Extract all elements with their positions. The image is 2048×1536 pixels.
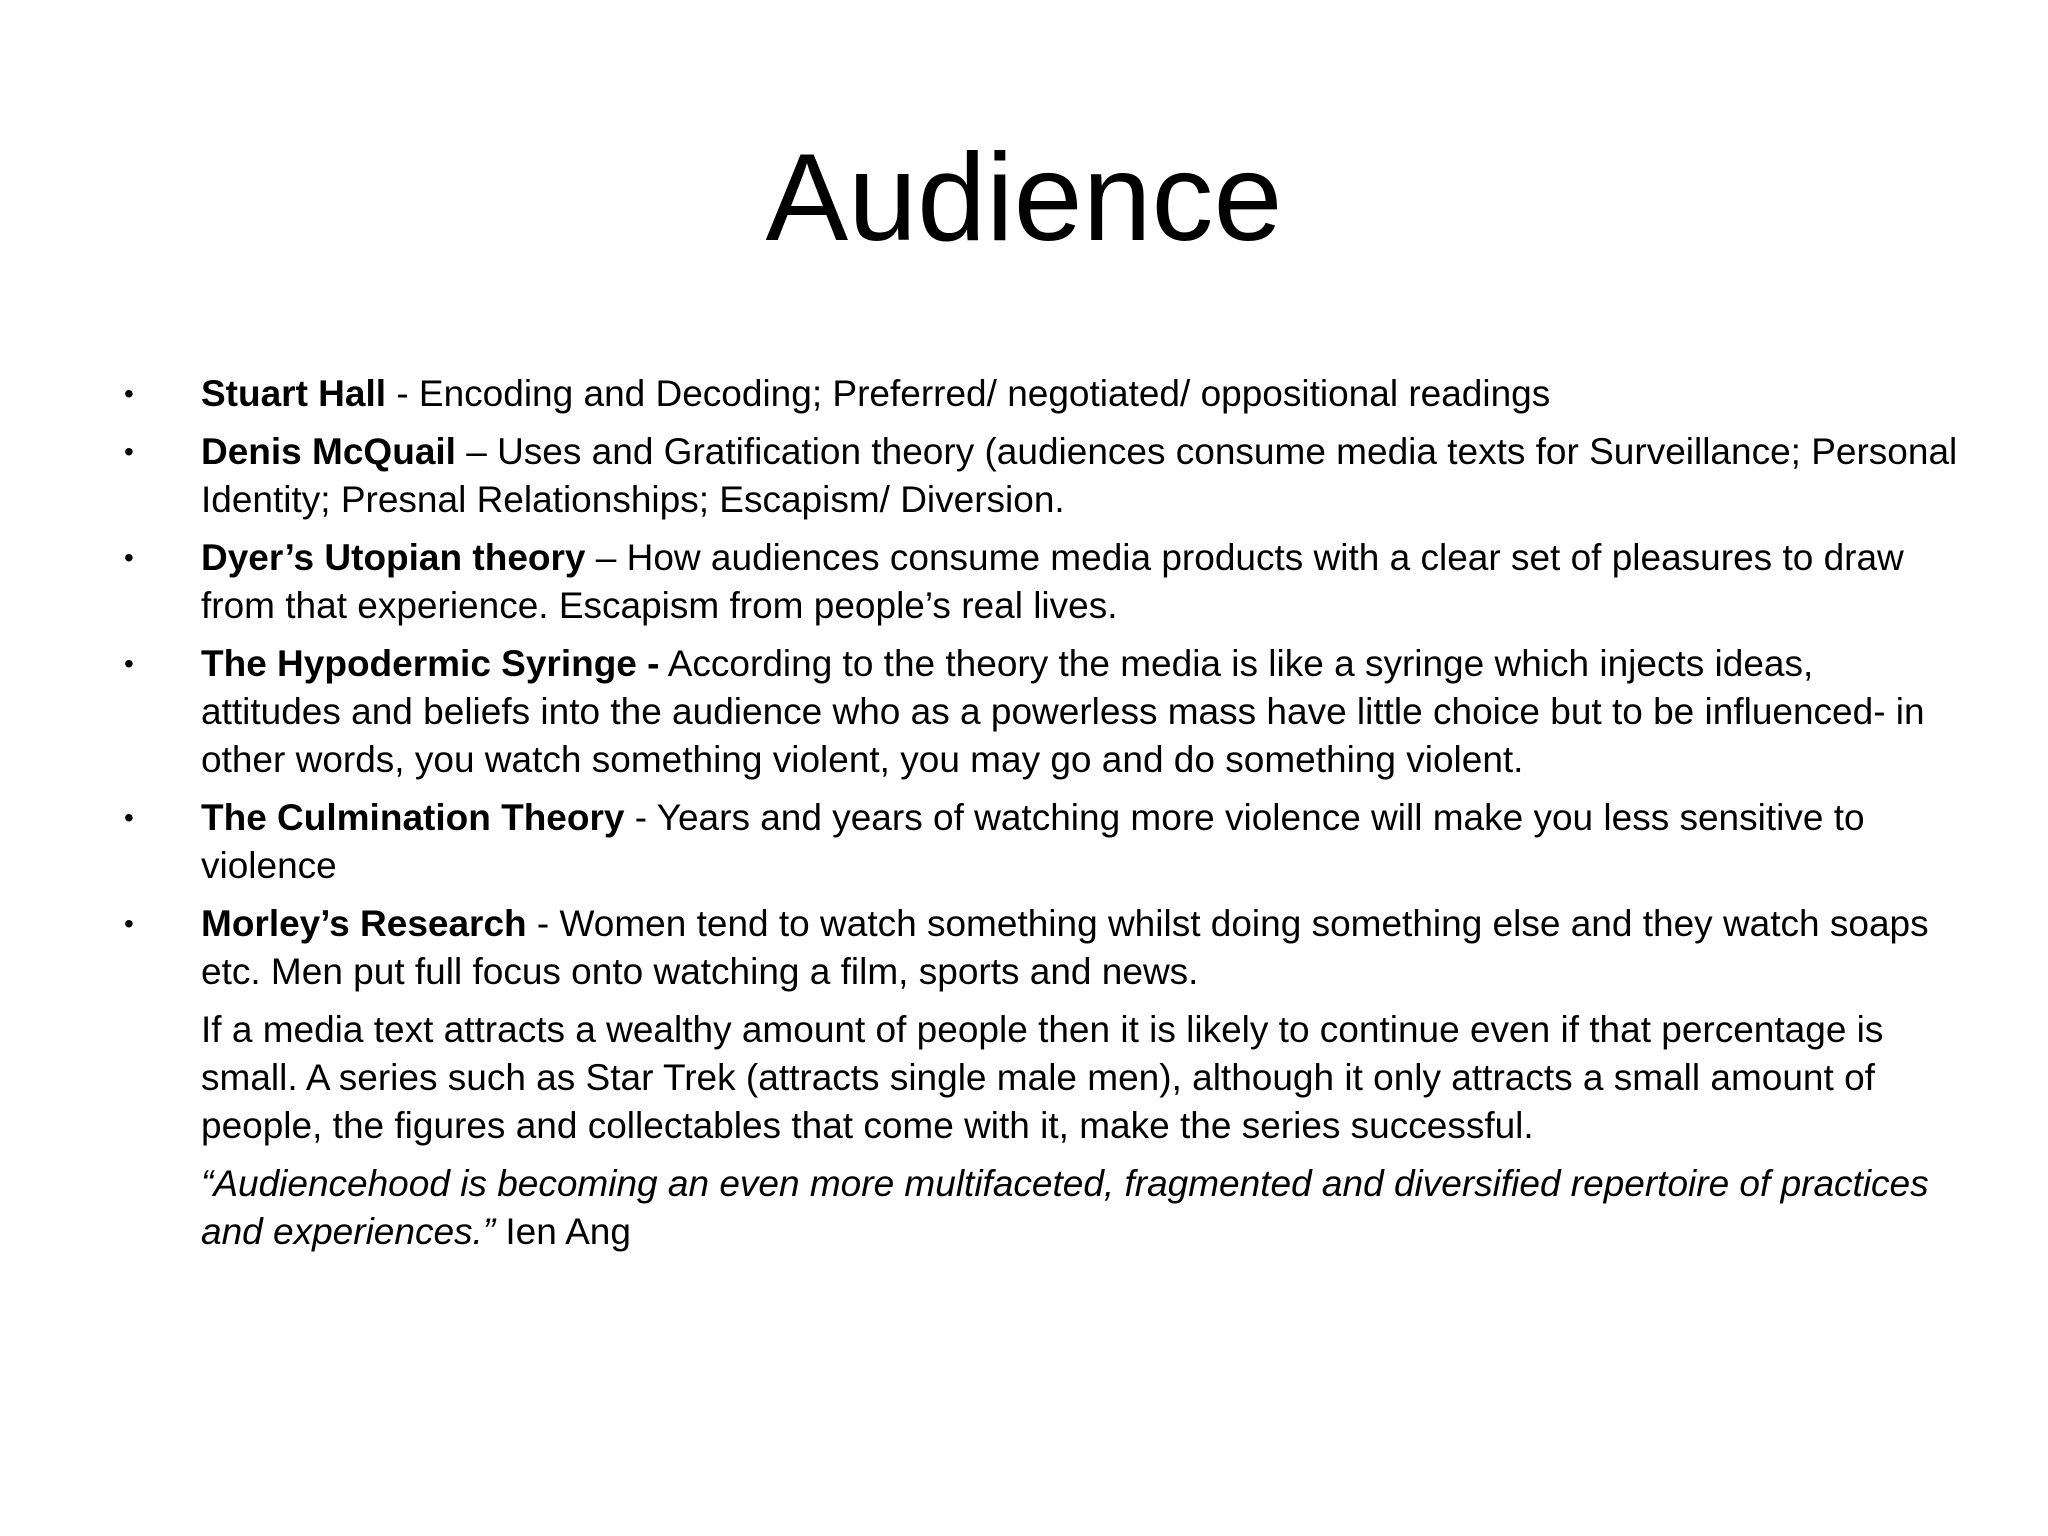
bullet-item-denis-mcquail [0, 428, 1961, 524]
bullet-icon: • [124, 802, 134, 833]
slide-title: Audience [765, 129, 1283, 267]
bullet-item-morley-research [0, 900, 1961, 996]
bullet-icon: • [124, 436, 134, 467]
bullet-term: Stuart Hall [201, 373, 387, 414]
slide-content [0, 370, 2048, 1266]
bullet-text: – How audiences consume media products with a clear set of pleasures to draw from that experience. Escapism from people’s real lives. [201, 537, 1904, 626]
bullet-icon: • [124, 648, 134, 679]
bullet-icon: • [124, 378, 134, 409]
bullet-item-dyer-utopian [0, 534, 1961, 630]
bullet-term: The Hypodermic Syringe - [201, 643, 660, 684]
bullet-term: Denis McQuail [201, 431, 456, 472]
bullet-text: - Women tend to watch something whilst doing something else and they watch soaps etc. Men put full focus onto watching a film, sports and news. [201, 903, 1929, 992]
quote-author: Ien Ang [495, 1211, 631, 1252]
bullet-item-culmination-theory [0, 794, 1961, 890]
bullet-icon: • [124, 542, 134, 573]
bullet-text: - Encoding and Decoding; Preferred/ negotiated/ oppositional readings [386, 373, 1551, 414]
bullet-item-stuart-hall [0, 370, 1961, 418]
bullet-term: The Culmination Theory [201, 797, 625, 838]
bullet-text: According to the theory the media is like a syringe which injects ideas, attitudes and beliefs into the audience who as a powerless mass have little choice but to be influenced- in other words, you watch something violent, you may go and do something violent. [201, 643, 1925, 780]
bullet-text: - Years and years of watching more violence will make you less sensitive to violence [201, 797, 1865, 886]
quote-block [0, 1160, 1961, 1256]
body-paragraph: If a media text attracts a wealthy amount of people then it is likely to continue even if that percentage is small. A series such as Star Trek (attracts single male men), although it only attracts a small amount of people, the figures and collectables that come with it, make the series successful. [201, 1009, 1884, 1146]
bullet-term: Morley’s Research [201, 903, 527, 944]
bullet-item-hypodermic-syringe [0, 640, 1961, 784]
quote-text: “Audiencehood is becoming an even more multifaceted, fragmented and diversified repertoire of practices and experiences.” [201, 1163, 1929, 1252]
bullet-icon: • [124, 908, 134, 939]
bullet-text: – Uses and Gratification theory (audiences consume media texts for Surveillance; Personal Identity; Presnal Relationships; Escapism/ Diversion. [201, 431, 1958, 520]
bullet-term: Dyer’s Utopian theory [201, 537, 586, 578]
